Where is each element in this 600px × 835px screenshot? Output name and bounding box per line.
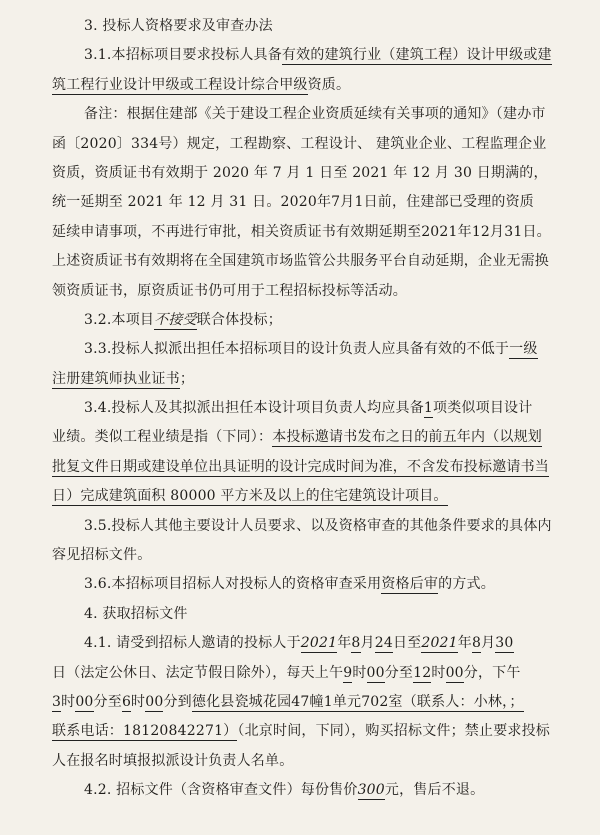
text-segment: 3.3.投标人拟派出担任本招标项目的设计负责人应具备有效的不低于 [84,341,510,358]
text-line [52,600,574,629]
underlined-text: 注册建筑师执业证书 [52,370,180,387]
text-line [52,512,574,541]
text-line [52,12,574,41]
underlined-text: 本投标邀请书发布之日的前五年内（以规划 [272,429,543,446]
underlined-text: 300 [357,782,385,799]
underlined-text: 00 [145,693,164,710]
text-segment: 人在报名时填报拟派设计负责人名单。 [52,752,294,769]
text-line [52,130,574,159]
underlined-text: 6 [121,693,132,710]
underlined-text: 有效的建筑行业（建筑工程）设计甲级或建 [281,47,552,64]
text-segment: 时 [352,664,367,681]
underlined-text: 8 [471,635,482,652]
text-line [52,71,574,100]
underlined-text: 批复文件日期或建设单位出具证明的设计完成时间为准，不含发布投标邀请书当 [52,458,549,475]
text-line [52,277,574,306]
underlined-text: 德化县瓷城花园47幢1单元702室（联系人：小林，； [191,693,524,710]
underlined-text: 联系电话：18120842271） [52,723,238,740]
text-segment: 3.5.投标人其他主要设计人员要求、以及资格审查的其他条件要求的具体内 [84,517,552,534]
underlined-text: 00 [75,693,94,710]
text-line [52,482,574,511]
text-line [52,688,574,717]
underlined-text: 2021 [300,635,338,652]
text-segment: 3.6.本招标项目招标人对投标人的资格审查采用 [84,576,382,593]
text-segment: 月 [360,635,375,652]
underlined-text: 24 [374,635,393,652]
text-line [52,453,574,482]
text-segment: 3.1.本招标项目要求投标人具备 [84,47,282,64]
underlined-text: 一级 [509,341,538,358]
underlined-text: 8 [351,635,361,652]
text-segment: 时 [431,664,446,681]
text-segment: 时 [61,693,76,710]
underlined-text: 3 [52,693,62,710]
text-line [52,717,574,746]
text-segment: 延续申请事项，不再进行审批，相关资质证书有效期延期至2021年12月31日。 [52,223,551,240]
text-segment: 月 [481,635,496,652]
text-segment: 函〔2020〕334号）规定，工程勘察、工程设计、 建筑业企业、工程监理企业 [52,135,547,152]
text-segment: 资质，资质证书有效期于 2020 年 7 月 1 日至 2021 年 12 月 30 日期满的， [52,164,548,181]
text-line [52,776,574,805]
text-segment: 日（法定公休日、法定节假日除外），每天上午 [52,664,344,681]
text-segment: 时 [131,693,146,710]
underlined-text: 日）完成建筑面积 80000 平方米及以上的住宅建筑设计项目。 [52,488,448,505]
underlined-text: 不接受 [154,311,197,328]
text-segment: 日至 [392,635,422,652]
text-line [52,570,574,599]
text-segment: 年 [457,635,472,652]
text-line [52,41,574,70]
text-segment: 备注：根据住建部《关于建设工程企业资质延续有关事项的通知》（建办市 [84,106,546,123]
text-segment: 分至 [93,693,122,710]
text-line [52,218,574,247]
text-line [52,659,574,688]
text-line [52,159,574,188]
text-line [52,394,574,423]
underlined-text: 30 [495,635,514,652]
text-line [52,335,574,364]
underlined-text: 00 [445,664,464,681]
text-segment: 元，售后不退。 [384,782,485,799]
underlined-text: 00 [366,664,385,681]
text-segment: 3.4.投标人及其拟派出担任本设计项目负责人均应具备 [84,400,424,417]
text-segment: 年 [337,635,352,652]
text-segment: 3.2.本项目 [84,311,155,328]
text-line [52,541,574,570]
text-segment: 分至 [384,664,414,681]
text-line [52,188,574,217]
text-segment: 4.1. 请受到招标人邀请的投标人于 [84,635,301,652]
underlined-text: 12 [413,664,432,681]
text-segment: 的方式。 [438,576,495,593]
text-segment: 分到 [163,693,192,710]
text-segment: 联合体投标； [196,311,282,328]
underlined-text: 1 [423,400,434,417]
text-line [52,100,574,129]
text-segment: 统一延期至 2021 年 12 月 31 日。2020年7月1日前，住建部已受理的资质 [52,194,535,211]
text-segment: ； [179,370,195,387]
underlined-text: 资格后审 [381,576,439,593]
text-line [52,365,574,394]
underlined-text: 筑工程行业设计甲级或工程设计综合甲级 [52,76,308,93]
text-segment: 3. 投标人资格要求及审查办法 [84,18,273,34]
text-segment: 分，下午 [463,664,521,681]
text-segment: 容见招标文件。 [52,547,152,564]
text-segment: 项类似项目设计 [433,400,533,417]
text-segment: 领资质证书，原资质证书仍可用于工程招标投标等活动。 [52,282,407,299]
text-segment: 4.2. 招标文件（含资格审查文件）每份售价 [84,782,358,799]
text-segment: 4. 获取招标文件 [84,605,188,622]
text-line [52,423,574,452]
text-line [52,247,574,276]
text-line [52,629,574,658]
text-segment: 上述资质证书有效期将在全国建筑市场监管公共服务平台自动延期，企业无需换 [52,253,549,270]
text-segment: 业绩。类似工程业绩是指（下同）： [52,429,273,446]
text-line [52,747,574,776]
text-line [52,306,574,335]
underlined-text: 9 [343,664,353,681]
underlined-text: 2021 [421,635,458,652]
text-segment: （北京时间，下同），购买招标文件；禁止要求投标 [237,723,550,740]
text-segment: 资质。 [307,76,351,93]
